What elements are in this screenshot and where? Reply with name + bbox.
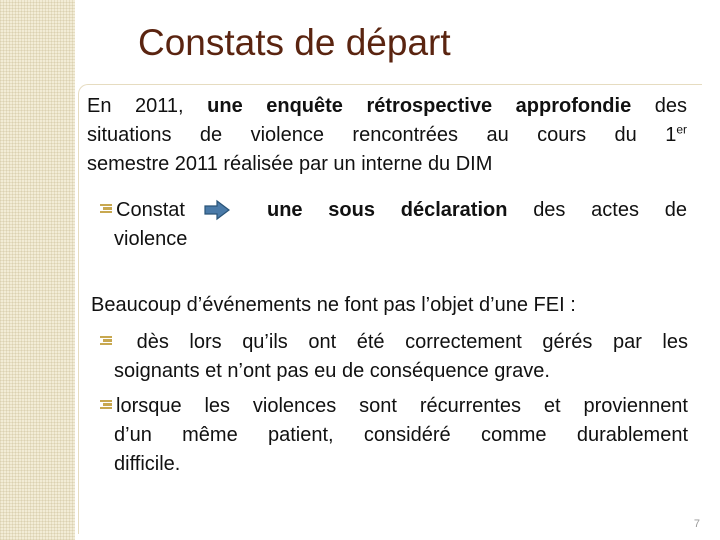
bullet1-line1: dès lors qu’ils ont été correctement gérés par les <box>136 331 688 353</box>
bullet-item-1 <box>100 328 688 386</box>
bullet-icon <box>100 396 112 412</box>
intro-line-2 <box>87 121 687 150</box>
intro-line1-bold: une enquête rétrospective approfondie <box>207 95 632 117</box>
slide-title: Constats de départ <box>138 22 451 63</box>
intro-line-3: semestre 2011 réalisée par un interne du DIM <box>87 153 493 175</box>
right-arrow-icon <box>203 199 231 221</box>
intro-line2-before: situations de violence rencontrées au cours du 1 <box>87 124 677 146</box>
intro-line-1 <box>87 92 687 121</box>
constat-item <box>100 196 185 225</box>
bullet2-line3: difficile. <box>114 453 181 475</box>
bullet-item-2 <box>100 392 688 479</box>
intro-line1-after: des <box>631 95 688 117</box>
constat-continued: violence <box>114 228 188 250</box>
bullet2-line1: lorsque les violences sont récurrentes et proviennent <box>116 395 688 417</box>
intro-line1-before: En 2011, <box>87 95 208 117</box>
constat-label: Constat <box>116 199 185 221</box>
constat-statement <box>267 196 687 225</box>
bullet-icon <box>100 332 112 348</box>
bullet1-line1-row <box>100 328 688 357</box>
constat-bold: une sous déclaration <box>267 199 508 221</box>
bullet1-line2: soignants et n’ont pas eu de conséquence grave. <box>114 360 550 382</box>
bullet2-line2: d’un même patient, considéré comme durablement <box>114 424 688 446</box>
beaucoup-heading: Beaucoup d’événements ne font pas l’objet d’une FEI : <box>91 294 576 316</box>
intro-line2-sup: er <box>676 122 687 137</box>
bullet-icon <box>100 200 112 216</box>
bullet2-line1-row <box>100 392 688 421</box>
decorative-left-band <box>0 0 75 540</box>
intro-paragraph <box>87 92 687 179</box>
page-number: 7 <box>693 518 700 530</box>
constat-rest: des actes de <box>507 199 687 221</box>
